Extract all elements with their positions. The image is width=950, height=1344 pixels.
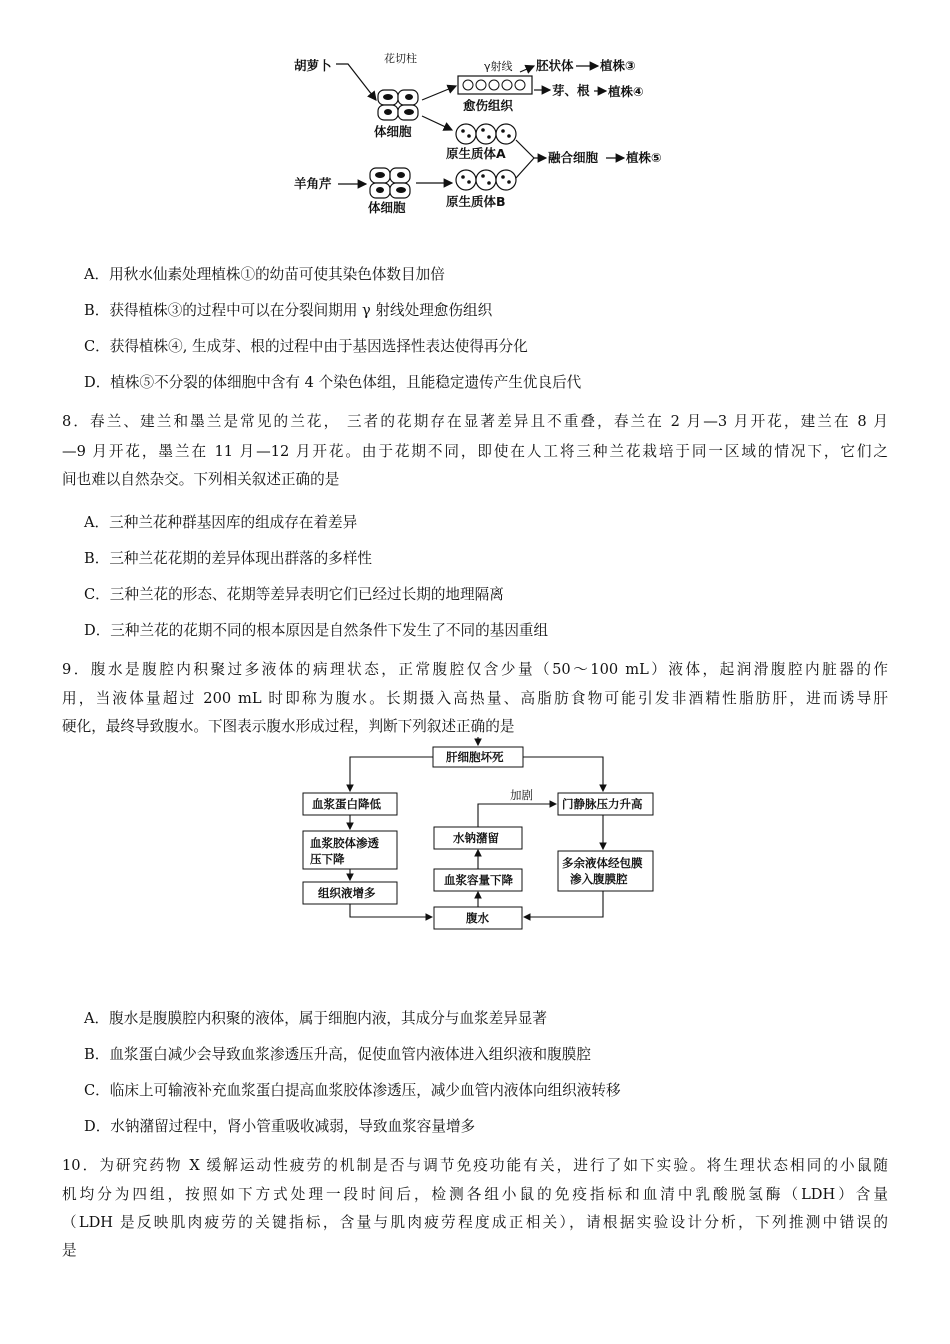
q8-stem-line2: —9 月开花，墨兰在 11 月—12 月开花。由于花期不同，即使在人工将三种兰花栽培于同一区域的情况下，它们之: [62, 443, 888, 460]
label-excess-2: 渗入腹膜腔: [570, 872, 628, 886]
arrow-liver-left: [350, 757, 433, 791]
label-body-cell-bottom: 体细胞: [368, 200, 406, 215]
label-carrot: 胡萝卜: [294, 58, 332, 73]
q9-option-b: B．血浆蛋白减少会导致血浆渗透压升高，促使血管内液体进入组织液和腹膜腔: [84, 1046, 591, 1063]
q9-option-c: C．临床上可输液补充血浆蛋白提高血浆胶体渗透压，减少血管内液体向组织液转移: [84, 1082, 621, 1099]
body-cell-top-icon: [378, 90, 418, 120]
q7-option-c: C．获得植株④, 生成芽、根的过程中由于基因选择性表达使得再分化: [84, 338, 528, 355]
label-celery: 羊角芹: [294, 176, 332, 191]
label-flower-handle: 花切柱: [384, 52, 417, 65]
arrow-cell-protoplast-a: [422, 116, 452, 130]
q8-stem-line3: 间也难以自然杂交。下列相关叙述正确的是: [62, 471, 340, 488]
tissue-culture-diagram: [288, 50, 688, 220]
label-volume-drop: 血浆容量下降: [444, 873, 513, 887]
q10-stem-line3: （LDH 是反映肌肉疲劳的关键指标，含量与肌肉疲劳程度成正相关），请根据实验设计分析，下列推测中错误的: [62, 1214, 888, 1231]
label-ascites: 腹水: [466, 911, 489, 925]
label-plant5: 植株⑤: [626, 150, 662, 165]
label-fused-cell: 融合细胞: [548, 150, 599, 165]
arrow-carrot-cell: [336, 64, 376, 100]
q9-option-a: A．腹水是腹膜腔内积聚的液体，属于细胞内液，其成分与血浆差异显著: [84, 1010, 547, 1027]
label-gamma-ray: γ射线: [484, 60, 513, 73]
arrow-water-portal: [478, 804, 556, 827]
label-bud-root: 芽、根: [552, 83, 590, 98]
label-protein-drop: 血浆蛋白降低: [312, 797, 381, 811]
label-body-cell-top: 体细胞: [374, 124, 412, 139]
label-aggravate: 加剧: [510, 788, 533, 802]
q8-stem-line1: 8．春兰、建兰和墨兰是常见的兰花， 三者的花期存在显著差异且不重叠，春兰在 2 月—3 月开花，建兰在 8 月: [62, 413, 888, 430]
label-water-sodium: 水钠潴留: [453, 831, 499, 845]
arrow-fusion-bottom: [516, 158, 534, 178]
protoplast-a-icon: [456, 124, 516, 144]
q10-stem-line1: 10．为研究药物 X 缓解运动性疲劳的机制是否与调节免疫功能有关，进行了如下实验。将生理状态相同的小鼠随: [62, 1157, 888, 1174]
label-plant4: 植株④: [608, 84, 644, 99]
q8-option-d: D．三种兰花的花期不同的根本原因是自然条件下发生了不同的基因重组: [84, 622, 549, 639]
q7-option-d: D．植株⑤不分裂的体细胞中含有 4 个染色体组，且能稳定遗传产生优良后代: [84, 374, 582, 391]
label-osmotic-2: 压下降: [310, 852, 345, 866]
q9-option-d: D．水钠潴留过程中，肾小管重吸收减弱，导致血浆容量增多: [84, 1118, 476, 1135]
label-callus: 愈伤组织: [463, 98, 514, 113]
arrow-fusion-top: [516, 140, 534, 158]
label-plant3: 植株③: [600, 58, 636, 73]
callus-icon: [458, 76, 532, 94]
arrow-callus-embryoid: [520, 66, 534, 72]
q9-stem-line1: 9．腹水是腹腔内积聚过多液体的病理状态，正常腹腔仅含少量（50～100 mL）液体，起润滑腹腔内脏器的作: [62, 661, 888, 678]
label-protoplast-a: 原生质体A: [446, 146, 506, 161]
q8-option-b: B．三种兰花花期的差异体现出群落的多样性: [84, 550, 373, 567]
arrow-cell-callus: [422, 86, 456, 100]
label-portal: 门静脉压力升高: [562, 797, 643, 811]
body-cell-bottom-icon: [370, 168, 410, 198]
q10-stem-line2: 机均分为四组，按照如下方式处理一段时间后，检测各组小鼠的免疫指标和血清中乳酸脱氢酶（LDH）含量: [62, 1186, 888, 1203]
label-liver: 肝细胞坏死: [446, 750, 504, 764]
ascites-flowchart: [298, 737, 658, 942]
arrow-liver-right: [523, 757, 603, 791]
label-excess-1: 多余液体经包膜: [562, 856, 643, 870]
label-osmotic-1: 血浆胶体渗透: [310, 836, 379, 850]
arrow-tissue-ascites: [350, 904, 432, 917]
q7-option-b: B．获得植株③的过程中可以在分裂间期用 γ 射线处理愈伤组织: [84, 302, 493, 319]
q10-stem-line4: 是: [62, 1242, 77, 1259]
label-protoplast-b: 原生质体B: [446, 194, 506, 209]
arrow-excess-ascites: [524, 891, 603, 917]
q8-option-c: C．三种兰花的形态、花期等差异表明它们已经过长期的地理隔离: [84, 586, 504, 603]
q8-option-a: A．三种兰花种群基因库的组成存在着差异: [84, 514, 358, 531]
label-tissue-fluid: 组织液增多: [318, 886, 376, 900]
q9-stem-line2: 用，当液体量超过 200 mL 时即称为腹水。长期摄入高热量、高脂肪食物可能引发非酒精性脂肪肝，进而诱导肝: [62, 690, 888, 707]
label-embryoid: 胚状体: [536, 58, 574, 73]
q7-option-a: A．用秋水仙素处理植株①的幼苗可使其染色体数目加倍: [84, 266, 445, 283]
protoplast-b-icon: [456, 170, 516, 190]
q9-stem-line3: 硬化，最终导致腹水。下图表示腹水形成过程，判断下列叙述正确的是: [62, 718, 515, 735]
